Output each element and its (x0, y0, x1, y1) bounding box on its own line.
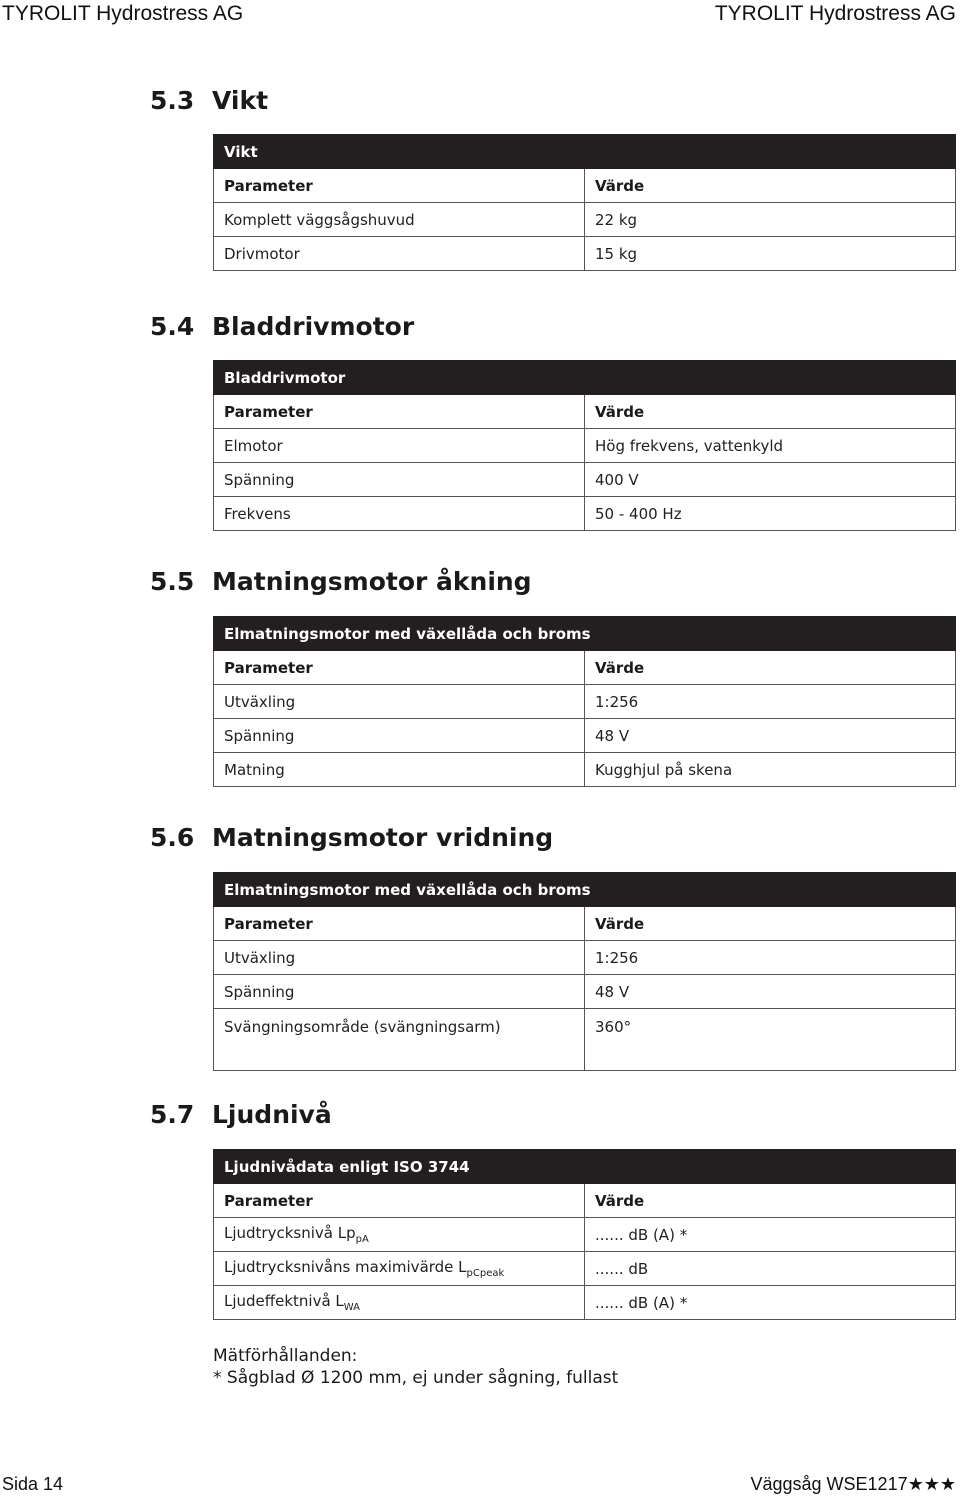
table-row (214, 941, 956, 975)
value-cell: 50 - 400 Hz (585, 497, 956, 531)
column-header-parameter: Parameter (214, 395, 585, 429)
section-title-matningsmotor-vridning (150, 823, 553, 852)
param-text: Ljudtrycksnivåns maximivärde L (224, 1258, 467, 1276)
param-text: Ljudtrycksnivå Lp (224, 1224, 356, 1242)
param-cell: Spänning (214, 463, 585, 497)
table-row (214, 1252, 956, 1286)
column-header-value: Värde (585, 907, 956, 941)
section-heading: Vikt (212, 86, 269, 115)
header-company-right: TYROLIT Hydrostress AG (714, 2, 956, 25)
section-number: 5.7 (150, 1100, 195, 1129)
table-row (214, 203, 956, 237)
param-cell: Drivmotor (214, 237, 585, 271)
header-company-left: TYROLIT Hydrostress AG (2, 2, 244, 25)
column-header-value: Värde (585, 169, 956, 203)
param-cell: Utväxling (214, 685, 585, 719)
footer-product-name: Väggsåg WSE1217★★★ (750, 1474, 956, 1494)
note-text: * Sågblad Ø 1200 mm, ej under sågning, fullast (213, 1368, 619, 1388)
section-title-matningsmotor-akning (150, 567, 532, 596)
value-cell: 48 V (585, 975, 956, 1009)
table-title: Ljudnivådata enligt ISO 3744 (214, 1150, 956, 1184)
table-title: Vikt (214, 135, 956, 169)
section-heading: Bladdrivmotor (212, 312, 415, 341)
section-number: 5.3 (150, 86, 195, 115)
weight-table (213, 134, 956, 271)
value-cell: 360° (585, 1009, 956, 1071)
table-row (214, 1286, 956, 1320)
section-title-bladdrivmotor (150, 312, 414, 341)
table-row (214, 685, 956, 719)
param-cell: Frekvens (214, 497, 585, 531)
table-row (214, 497, 956, 531)
feed-motor-travel-table (213, 616, 956, 787)
value-cell: ...... dB (A) * (585, 1218, 956, 1252)
section-heading: Ljudnivå (212, 1100, 332, 1129)
section-number: 5.5 (150, 567, 195, 596)
measurement-conditions-note (213, 1345, 618, 1389)
value-cell: 400 V (585, 463, 956, 497)
column-header-value: Värde (585, 1184, 956, 1218)
table-row (214, 429, 956, 463)
note-heading: Mätförhållanden: (213, 1346, 358, 1366)
param-cell: Spänning (214, 975, 585, 1009)
param-subscript: pCpeak (466, 1268, 505, 1279)
value-cell: 22 kg (585, 203, 956, 237)
section-number: 5.4 (150, 312, 195, 341)
param-cell: Komplett väggsågshuvud (214, 203, 585, 237)
value-cell: 48 V (585, 719, 956, 753)
table-row (214, 975, 956, 1009)
table-row (214, 719, 956, 753)
param-cell (214, 1218, 585, 1252)
value-cell: ...... dB (585, 1252, 956, 1286)
column-header-parameter: Parameter (214, 907, 585, 941)
sound-level-table (213, 1149, 956, 1320)
table-row (214, 463, 956, 497)
section-heading: Matningsmotor vridning (212, 823, 554, 852)
column-header-parameter: Parameter (214, 1184, 585, 1218)
section-title-ljudniva (150, 1100, 332, 1129)
param-cell (214, 1286, 585, 1320)
column-header-parameter: Parameter (214, 651, 585, 685)
section-number: 5.6 (150, 823, 195, 852)
param-subscript: WA (343, 1302, 360, 1313)
page-number: Sida 14 (2, 1474, 64, 1494)
table-title: Bladdrivmotor (214, 361, 956, 395)
value-cell: 1:256 (585, 685, 956, 719)
param-cell: Elmotor (214, 429, 585, 463)
value-cell: 1:256 (585, 941, 956, 975)
column-header-value: Värde (585, 651, 956, 685)
value-cell: 15 kg (585, 237, 956, 271)
param-cell: Matning (214, 753, 585, 787)
section-heading: Matningsmotor åkning (212, 567, 532, 596)
param-subscript: pA (355, 1234, 369, 1245)
table-title: Elmatningsmotor med växellåda och broms (214, 617, 956, 651)
column-header-parameter: Parameter (214, 169, 585, 203)
table-title: Elmatningsmotor med växellåda och broms (214, 873, 956, 907)
param-text: Ljudeffektnivå L (224, 1292, 344, 1310)
param-cell (214, 1252, 585, 1286)
param-cell: Spänning (214, 719, 585, 753)
blade-motor-table (213, 360, 956, 531)
table-row (214, 1009, 956, 1071)
table-row (214, 753, 956, 787)
section-title-vikt (150, 86, 268, 115)
value-cell: Hög frekvens, vattenkyld (585, 429, 956, 463)
table-row (214, 237, 956, 271)
table-row (214, 1218, 956, 1252)
param-cell: Utväxling (214, 941, 585, 975)
value-cell: Kugghjul på skena (585, 753, 956, 787)
param-cell: Svängningsområde (svängningsarm) (214, 1009, 585, 1071)
value-cell: ...... dB (A) * (585, 1286, 956, 1320)
feed-motor-rotation-table (213, 872, 956, 1071)
column-header-value: Värde (585, 395, 956, 429)
